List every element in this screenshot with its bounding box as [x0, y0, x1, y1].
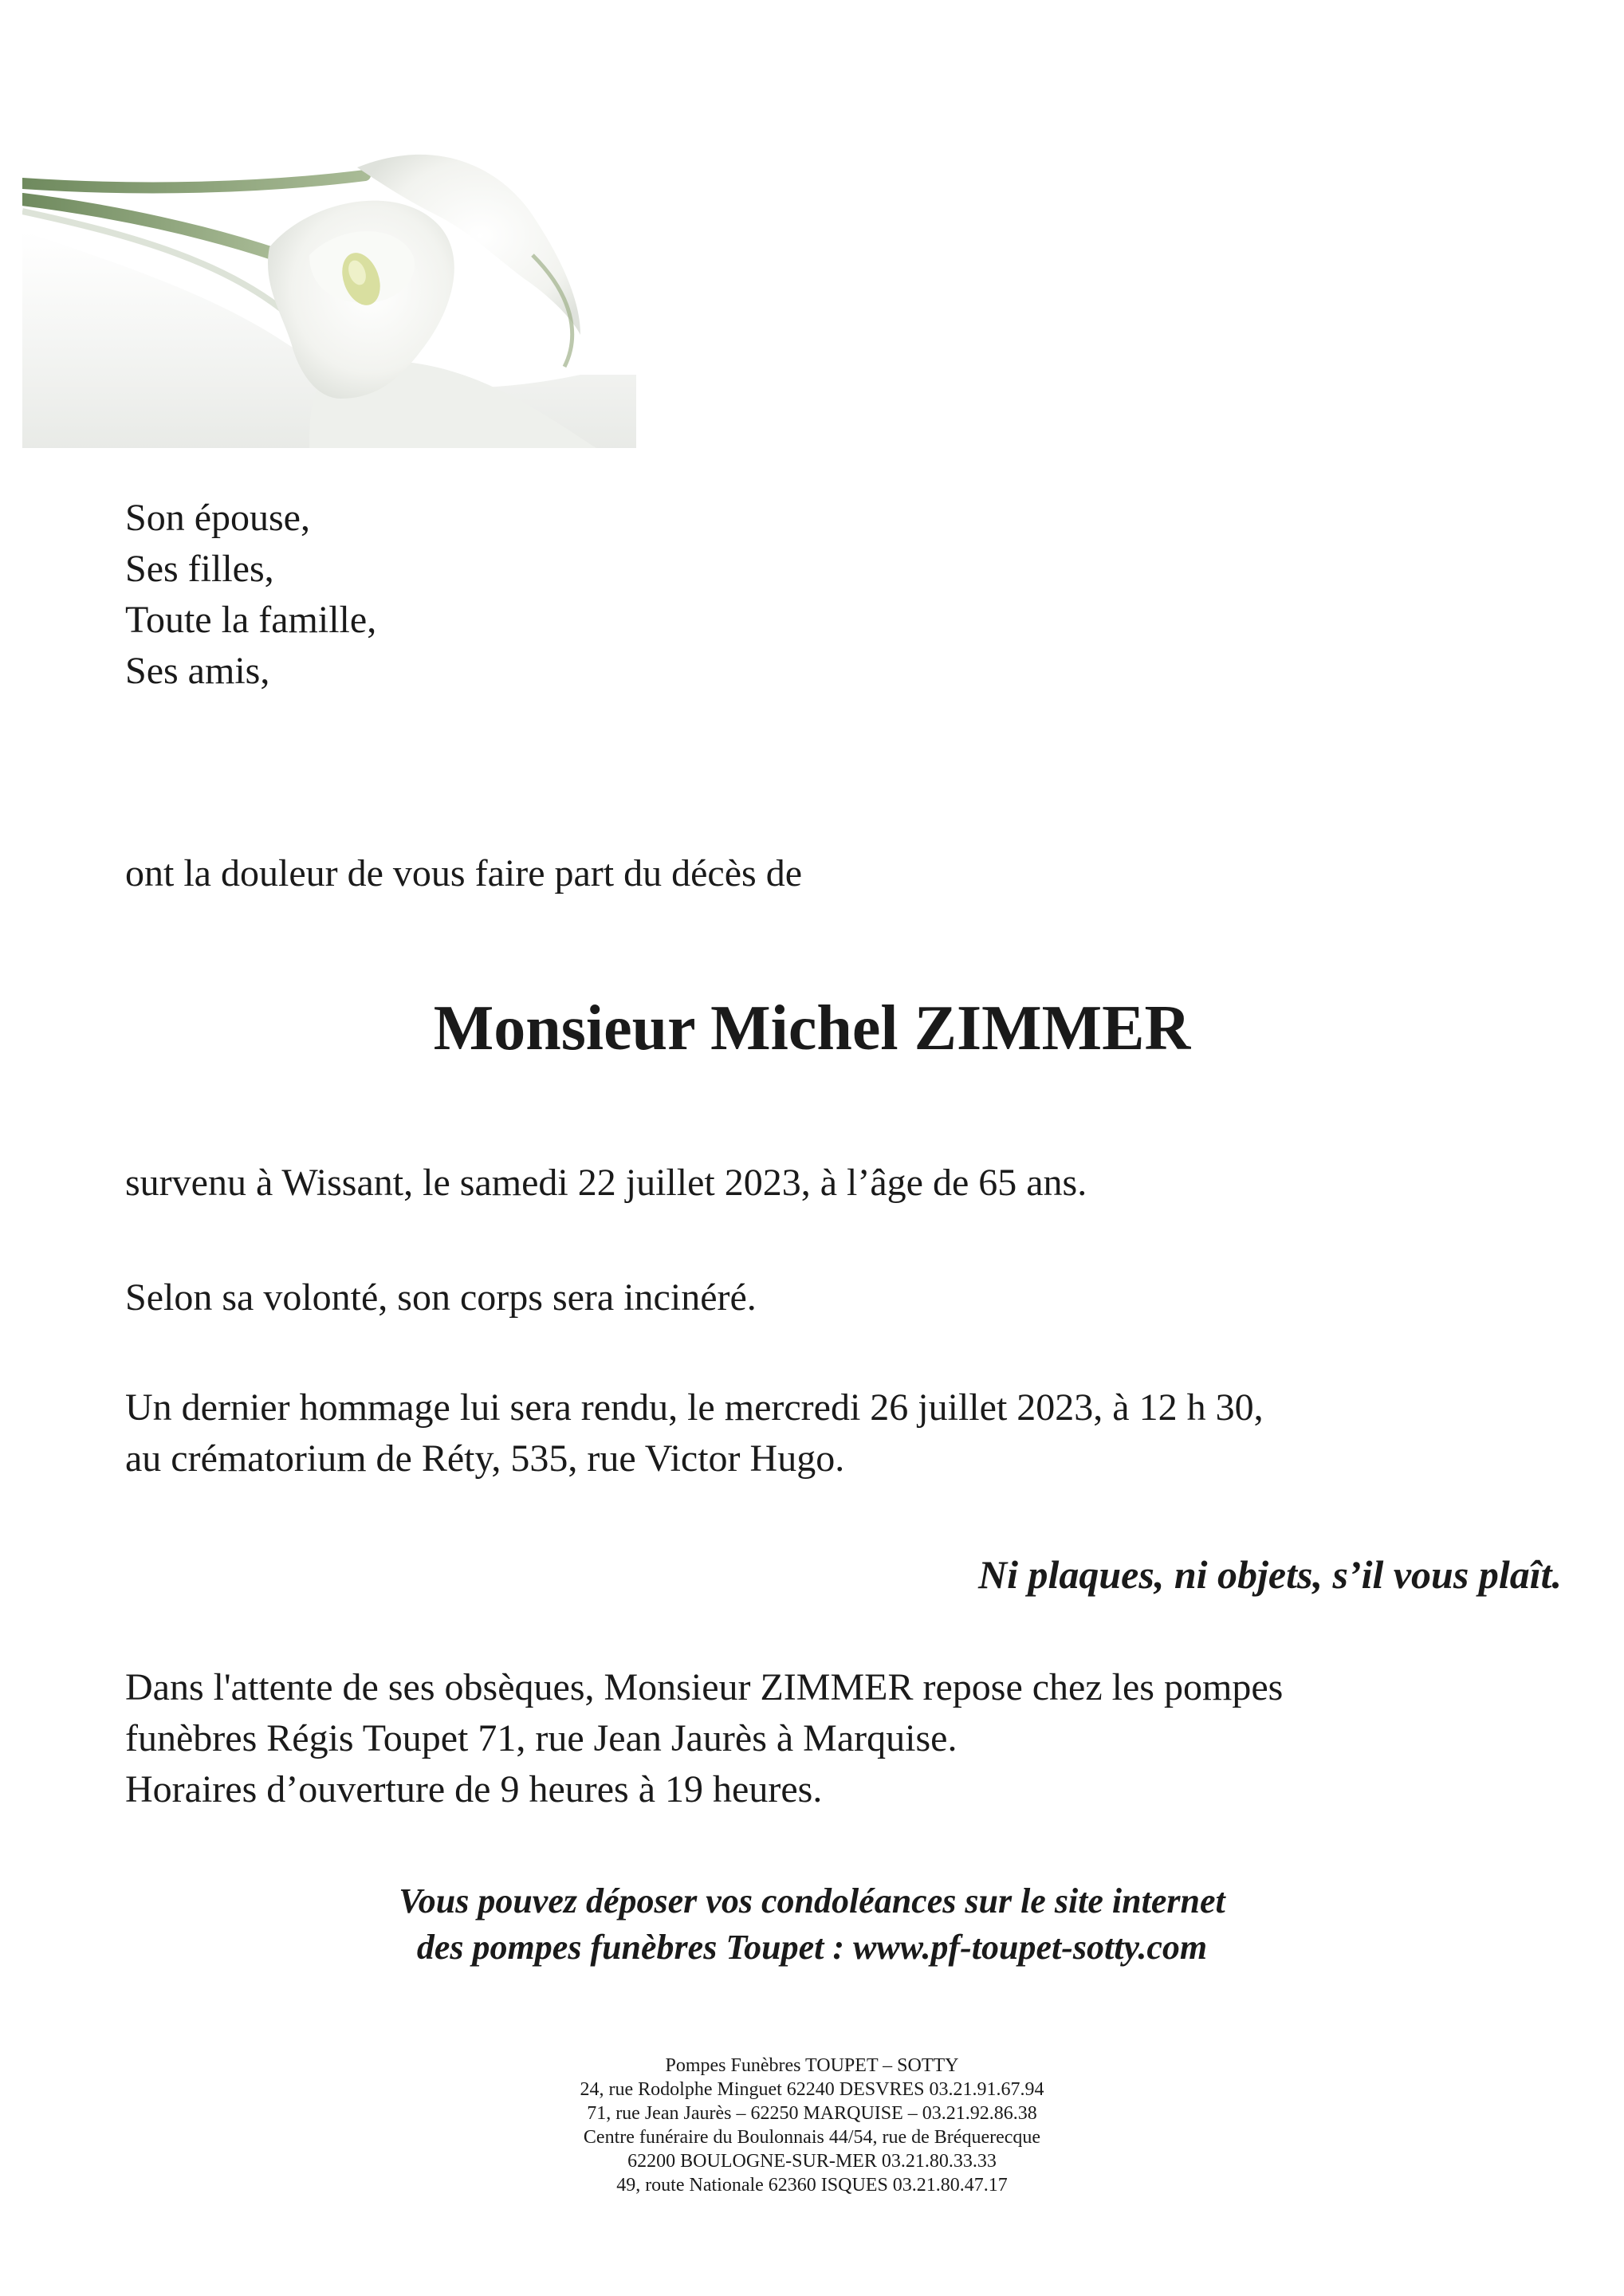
condolences-notice — [0, 1878, 1624, 1971]
family-list — [125, 493, 376, 697]
deceased-name: Monsieur Michel ZIMMER — [433, 993, 1191, 1063]
rest-line: Dans l'attente de ses obsèques, Monsieur ZIMMER repose chez les pompes — [125, 1666, 1284, 1708]
announcement-intro: ont la douleur de vous faire part du décès de — [125, 852, 803, 894]
funeral-home-footer — [0, 2054, 1624, 2197]
footer-line: 71, rue Jean Jaurès – 62250 MARQUISE – 03.21.92.86.38 — [587, 2103, 1037, 2124]
family-line: Toute la famille, — [125, 599, 377, 641]
family-line: Ses amis, — [125, 650, 270, 692]
condolences-line: des pompes funèbres Toupet : www.pf-toupet-sotty.com — [416, 1928, 1208, 1967]
rest-line: funèbres Régis Toupet 71, rue Jean Jaurès à Marquise. — [125, 1717, 957, 1759]
footer-line: Centre funéraire du Boulonnais 44/54, rue de Bréquerecque — [583, 2127, 1041, 2148]
resting-place-details — [125, 1662, 1283, 1815]
calla-lily-illustration — [22, 136, 636, 448]
tribute-details — [125, 1382, 1264, 1484]
death-details: survenu à Wissant, le samedi 22 juillet 2023, à l’âge de 65 ans. — [125, 1162, 1087, 1204]
footer-line: 24, rue Rodolphe Minguet 62240 DESVRES 03.21.91.67.94 — [580, 2079, 1044, 2100]
cremation-wish: Selon sa volonté, son corps sera incinéré. — [125, 1276, 757, 1319]
footer-line: Pompes Funèbres TOUPET – SOTTY — [665, 2055, 959, 2076]
footer-line: 49, route Nationale 62360 ISQUES 03.21.80.47.17 — [616, 2175, 1008, 2196]
tribute-line: au crématorium de Réty, 535, rue Victor Hugo. — [125, 1437, 845, 1480]
family-line: Ses filles, — [125, 548, 274, 590]
family-line: Son épouse, — [125, 497, 310, 539]
no-flowers-notice: Ni plaques, ni objets, s’il vous plaît. — [977, 1552, 1562, 1597]
footer-line: 62200 BOULOGNE-SUR-MER 03.21.80.33.33 — [627, 2151, 997, 2172]
tribute-line: Un dernier hommage lui sera rendu, le mercredi 26 juillet 2023, à 12 h 30, — [125, 1386, 1264, 1429]
condolences-line: Vous pouvez déposer vos condoléances sur le site internet — [399, 1881, 1225, 1921]
lily-stem-upper — [22, 175, 365, 187]
rest-line: Horaires d’ouverture de 9 heures à 19 heures. — [125, 1768, 823, 1810]
